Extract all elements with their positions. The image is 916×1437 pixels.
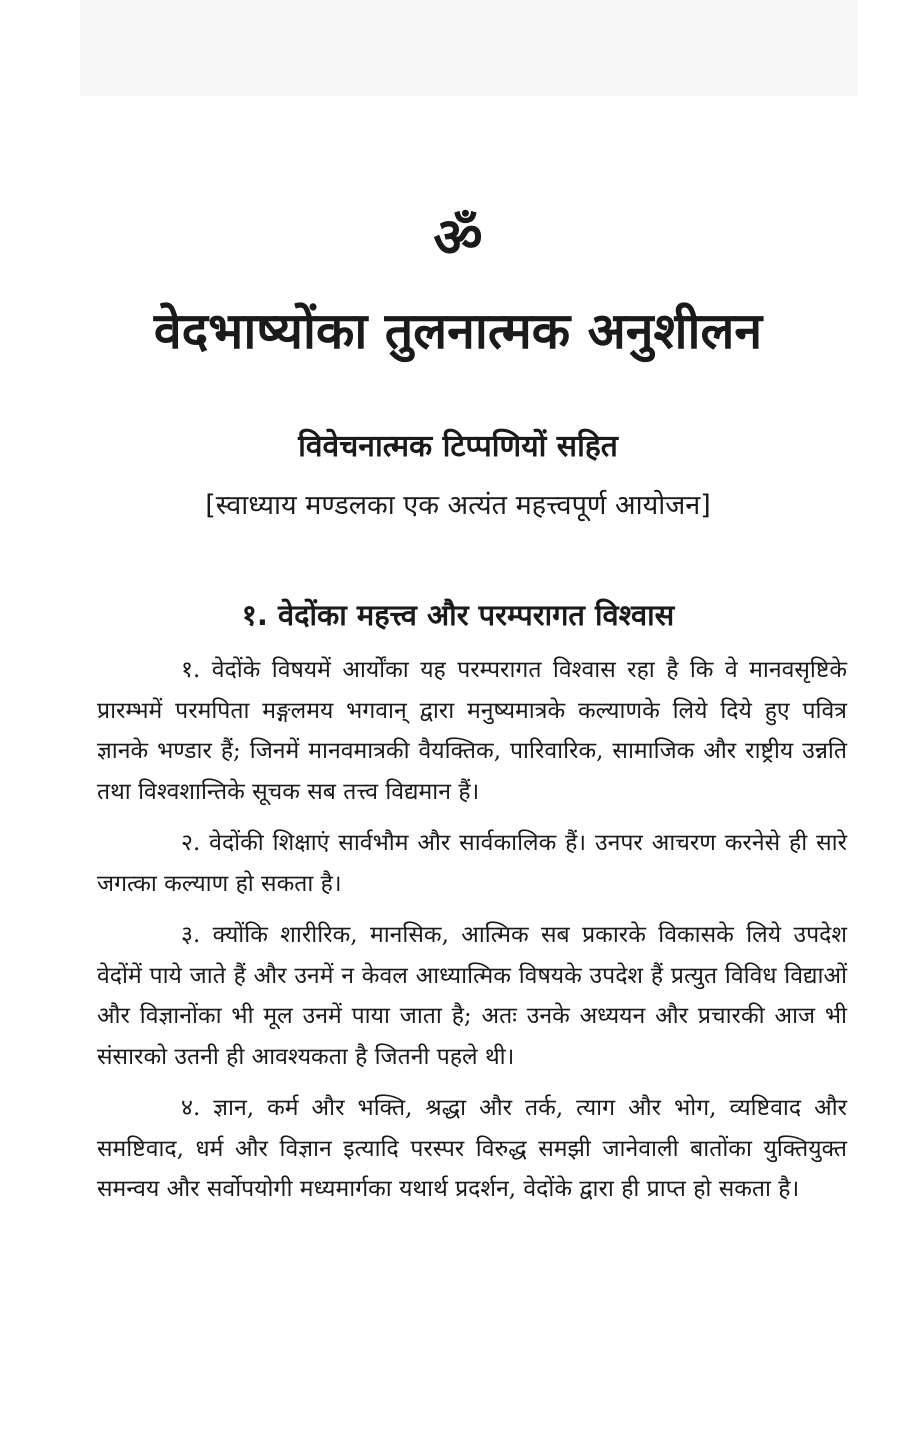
page-subtitle: विवेचनात्मक टिप्पणियों सहित <box>298 429 618 464</box>
page-title: वेदभाष्योंका तुलनात्मक अनुशीलन <box>153 302 763 360</box>
section-heading: १. वेदोंका महत्त्व और परम्परागत विश्वास <box>241 598 675 632</box>
paragraph-4: ४. ज्ञान, कर्म और भक्ति, श्रद्धा और तर्क, त्याग और भोग, व्यष्टिवाद और समष्टिवाद, धर्म और विज्ञान इत्यादि परस्पर विरुद्ध समझी जानेवाली बातोंका युक्तियुक्त समन्वय और सर्वोपयोगी मध्यमार्गका यथार्थ प्रदर्शन, वेदोंके द्वारा ही प्राप्त हो सकता है। <box>97 1095 847 1202</box>
paragraph-2: २. वेदोंकी शिक्षाएं सार्वभौम और सार्वकालिक हैं। उनपर आचरण करनेसे ही सारे जगत्का कल्याण हो सकता है। <box>97 830 847 897</box>
om-symbol: ॐ <box>433 205 483 269</box>
page-subtitle-bracketed: [स्वाध्याय मण्डलका एक अत्यंत महत्त्वपूर्ण आयोजन] <box>205 490 711 521</box>
top-margin-band <box>80 0 858 96</box>
paragraph-3: ३. क्योंकि शारीरिक, मानसिक, आत्मिक सब प्रकारके विकासके लिये उपदेश वेदोंमें पाये जाते हैं और उनमें न केवल आध्यात्मिक विषयके उपदेश हैं प्रत्युत विविध विद्याओं और विज्ञानोंका भी मूल उनमें पाया जाता है; अतः उनके अध्ययन और प्रचारकी आज भी संसारको उतनी ही आवश्यकता है जितनी पहले थी। <box>97 922 847 1070</box>
paragraph-1: १. वेदोंके विषयमें आर्योंका यह परम्परागत विश्वास रहा है कि वे मानवसृष्टिके प्रारम्भमें परमपिता मङ्गलमय भगवान् द्वारा मनुष्यमात्रके कल्याणके लिये दिये हुए पवित्र ज्ञानके भण्डार हैं; जिनमें मानवमात्रकी वैयक्तिक, पारिवारिक, सामाजिक और राष्ट्रीय उन्नति तथा विश्वशान्तिके सूचक सब तत्त्व विद्यमान हैं। <box>97 657 847 805</box>
body-text <box>97 650 847 1221</box>
